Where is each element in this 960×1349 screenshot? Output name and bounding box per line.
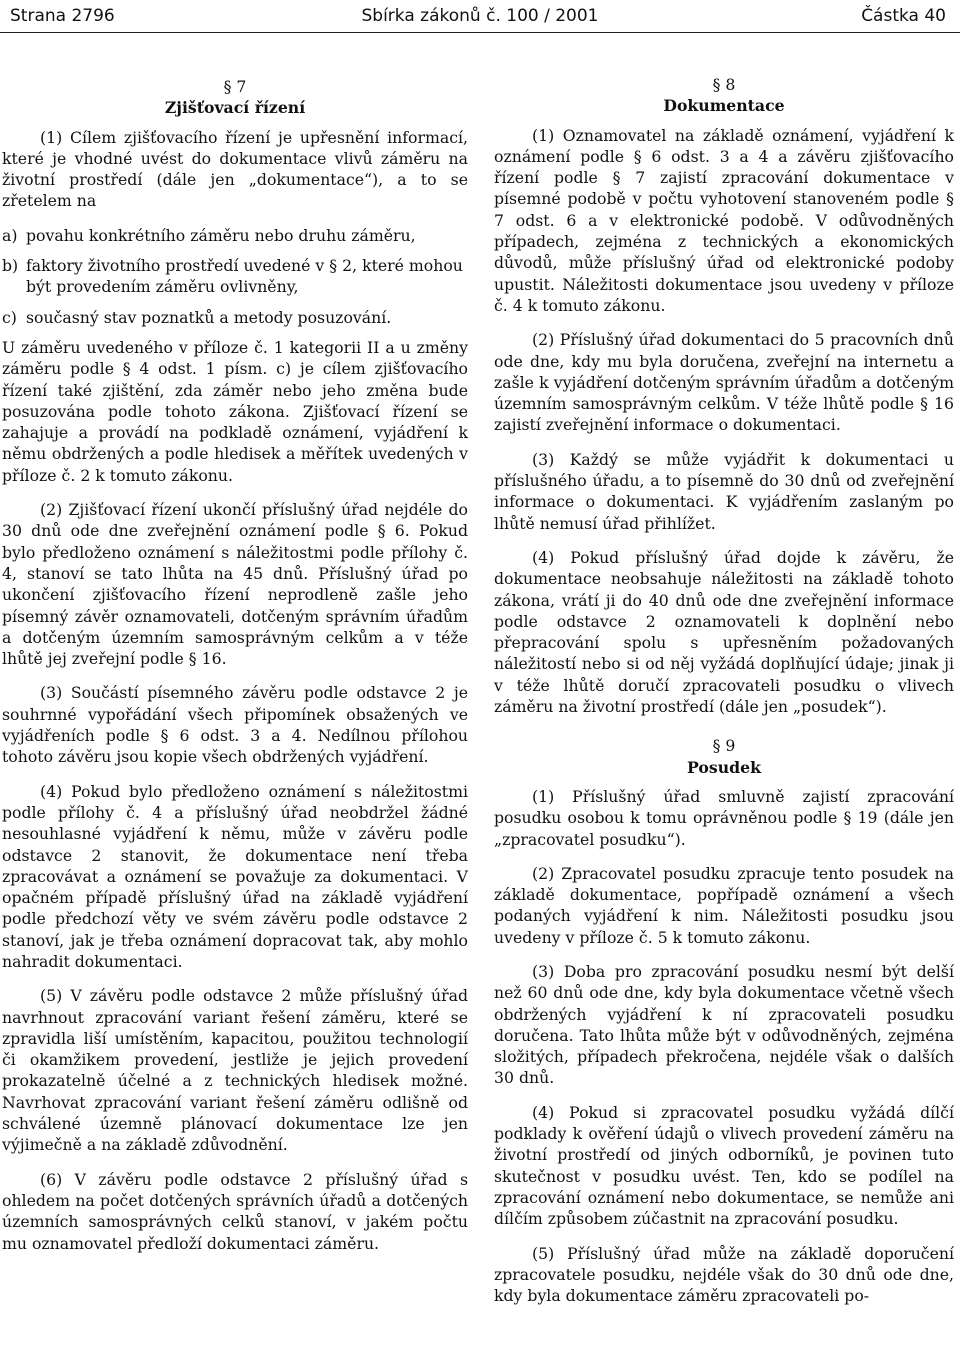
- s7-paragraph-6: (6) V závěru podle odstavce 2 příslušný úřad s ohledem na počet dotčených správních úřadů a dotčených územních samosprávných celků stanoví, v jakém počtu mu oznamovatel předloží dokumentaci záměru.: [2, 1169, 468, 1253]
- item-text: faktory životního prostředí uvedené v § 2, které mohou být provedením záměru ovlivněny,: [26, 256, 463, 297]
- s7-paragraph-4: (4) Pokud bylo předloženo oznámení s náležitostmi podle přílohy č. 4 a příslušný úřad neobdržel žádné nesouhlasné vyjádření k němu, může v závěru podle odstavce 2 stanovit, že dokumentace není třeba zpracovávat a oznámení se považuje za dokumentaci. V opačném případě příslušný úřad na základě vyjádření podle předchozí věty ve svém závěru podle odstavce 2 stanoví, jak je třeba oznámení dopracovat tak, aby mohlo nahradit dokumentaci.: [2, 781, 468, 971]
- page-header: [0, 0, 960, 34]
- s9-paragraph-3: (3) Doba pro zpracování posudku nesmí být delší než 60 dnů ode dne, kdy byla dokumentace včetně všech obdržených vyjádření k ní zpracovateli posudku doručena. Tato lhůta může být v odůvodněných, zejména složitých, případech překročena, nejdéle však o dalších 30 dnů.: [494, 961, 954, 1088]
- item-label: c): [2, 307, 17, 327]
- s9-paragraph-5: (5) Příslušný úřad může na základě doporučení zpracovatele posudku, nejdéle však do 30 dnů ode dne, kdy byla dokumentace záměru zpracovateli po-: [494, 1243, 954, 1306]
- publication-title: Sbírka zákonů č. 100 / 2001: [361, 6, 599, 26]
- s7-paragraph-3: (3) Součástí písemného závěru podle odstavce 2 je souhrnné vypořádání všech připomínek obsažených ve vyjádřeních podle § 6 odst. 3 a 4. Nedílnou přílohou tohoto závěru jsou kopie všech obdržených vyjádření.: [2, 683, 468, 767]
- header-rule: [0, 32, 960, 33]
- section-9-title: Posudek: [687, 757, 761, 777]
- s7-paragraph-5: (5) V závěru podle odstavce 2 může příslušný úřad navrhnout zpracování variant řešení záměru, které se zpravidla liší umístěním, kapacitou, použitou technologií či okamžikem provedení, jestliže je jejich provedení prokazatelně účelné a z technických hledisek možné. Navrhovat zpracování variant řešení záměru odlišně od schválené územně plánovací dokumentace lze jen výjimečně a na základě zdůvodnění.: [2, 986, 468, 1155]
- s9-paragraph-1: (1) Příslušný úřad smluvně zajistí zpracování posudku osobou k tomu oprávněnou podle § 19 (dále jen „zpracovatel posudku“).: [494, 786, 954, 849]
- list-item: [2, 225, 468, 246]
- s8-paragraph-4: (4) Pokud příslušný úřad dojde k závěru, že dokumentace neobsahuje náležitosti na základě tohoto zákona, vrátí ji do 40 dnů ode dne zveřejnění informace podle odstavce 2 oznamovateli k doplnění nebo přepracování spolu s upřesněním požadovaných náležitostí nebo si od něj vyžádá doplňující údaje; jinak ji v téže lhůtě doručí zpracovateli posudku o vlivech záměru na životní prostředí (dále jen „posudek“).: [494, 547, 954, 717]
- s7-paragraph-1-continued: U záměru uvedeného v příloze č. 1 kategorii II a u změny záměru podle § 4 odst. 1 písm. c) je cílem zjišťovacího řízení také zjištění, zda záměr nebo jeho změna bude posuzována podle tohoto zákona. Zjišťovací řízení se zahajuje a provádí na podkladě oznámení, vyjádření k němu obdržených a podle hledisek a měřítek uvedených v příloze č. 2 k tomuto zákonu.: [2, 337, 468, 485]
- s9-paragraph-4: (4) Pokud si zpracovatel posudku vyžádá dílčí podklady k ověření údajů o vlivech provedení záměru na životní prostředí od jiných odborníků, je povinen tuto skutečnost v posudku uvést. Ten, kdo se podílel na zpracování oznámení nebo dokumentace, se nemůže ani dílčím způsobem zúčastnit na zpracování posudku.: [494, 1102, 954, 1229]
- s9-paragraph-2: (2) Zpracovatel posudku zpracuje tento posudek na základě dokumentace, popřípadě oznámení a všech podaných vyjádření k nim. Náležitosti posudku jsou uvedeny v příloze č. 5 k tomuto zákonu.: [494, 863, 954, 947]
- section-8-title: Dokumentace: [663, 96, 785, 116]
- section-7-title: Zjišťovací řízení: [164, 98, 306, 118]
- list-item: [2, 255, 468, 298]
- item-label: a): [2, 225, 18, 245]
- right-column: [494, 74, 954, 1319]
- s8-paragraph-1: (1) Oznamovatel na základě oznámení, vyjádření k oznámení podle § 6 odst. 3 a 4 a závěru zjišťovacího řízení podle § 7 zajistí zpracování dokumentace v písemné podobě v počtu vyhotovení stanoveném podle § 7 odst. 6 a v elektronické podobě. V odůvodněných případech, zejména z technických a ekonomických důvodů, může příslušný úřad od elektronické podoby upustit. Náležitosti dokumentace jsou uvedeny v příloze č. 4 k tomuto zákonu.: [494, 125, 954, 315]
- item-label: b): [2, 256, 19, 276]
- s7-paragraph-2: (2) Zjišťovací řízení ukončí příslušný úřad nejdéle do 30 dnů ode dne zveřejnění oznámení podle § 6. Pokud bylo předloženo oznámení s náležitostmi podle přílohy č. 4, stanoví se tato lhůta na 45 dnů. Příslušný úřad po ukončení zjišťovacího řízení neprodleně zašle jeho písemný závěr oznamovateli, dotčeným správním úřadům a dotčeným územním samosprávným celkům a v téže lhůtě jej zveřejní podle § 16.: [2, 500, 468, 669]
- left-column: [2, 76, 468, 1267]
- s7-paragraph-1: (1) Cílem zjišťovacího řízení je upřesnění informací, které je vhodné uvést do dokumentace vlivů záměru na životní prostředí (dále jen „dokumentace“), a to se zřetelem na: [2, 127, 468, 211]
- section-8-number: § 8: [712, 75, 736, 94]
- page-number: Strana 2796: [10, 6, 115, 26]
- section-9-number: § 9: [712, 736, 736, 756]
- item-text: současný stav poznatků a metody posuzování.: [26, 307, 392, 327]
- list-item: [2, 307, 468, 328]
- s8-paragraph-2: (2) Příslušný úřad dokumentaci do 5 pracovních dnů ode dne, kdy mu byla doručena, zveřejní na internetu a zašle k vyjádření dotčeným správním úřadům a dotčeným územním samosprávným celkům. V téže lhůtě podle § 16 zajistí zveřejnění informace o dokumentaci.: [494, 330, 954, 435]
- issue-number: Částka 40: [861, 6, 946, 26]
- s8-paragraph-3: (3) Každý se může vyjádřit k dokumentaci u příslušného úřadu, a to písemně do 30 dnů od zveřejnění informace o dokumentaci. K vyjádřením zaslaným po lhůtě nemusí úřad přihlížet.: [494, 449, 954, 533]
- section-7-number: § 7: [223, 77, 247, 96]
- item-text: povahu konkrétního záměru nebo druhu záměru,: [26, 225, 416, 245]
